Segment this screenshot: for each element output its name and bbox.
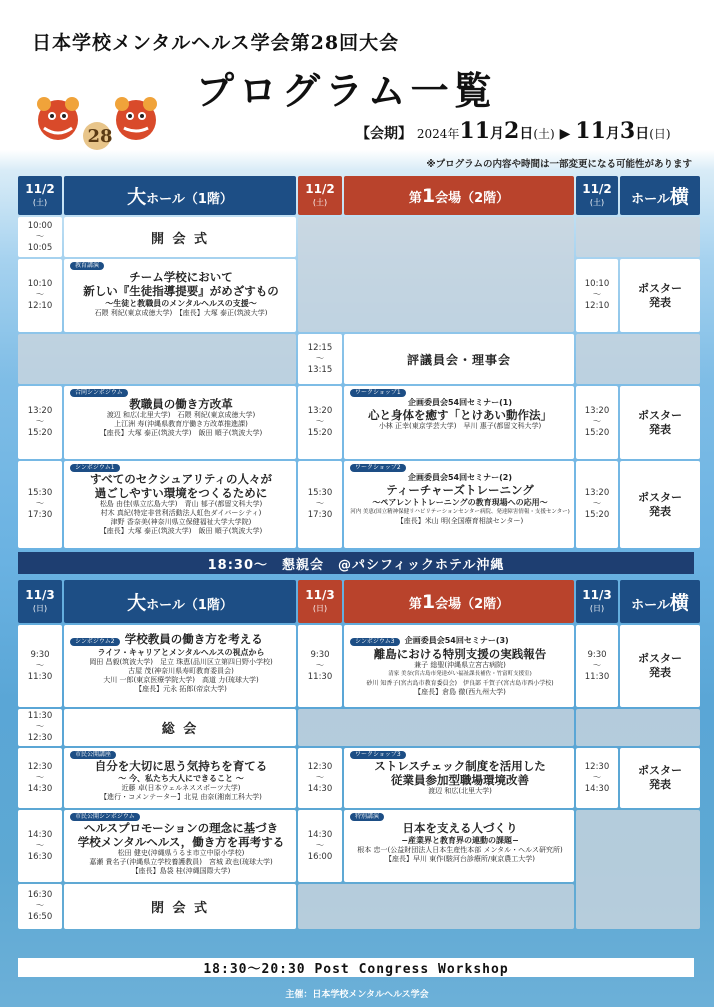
public-lecture: 市民公開講座 自分を大切に思う気持ちを育てる 〜 今、私たち大人にできること 〜 近藤 卓(日本ウェルネススポーツ大学) 【進行・コメンテーター】北見 由奈(湘南工科大学)	[64, 748, 296, 808]
conference-name: 日本学校メンタルヘルス学会第28回大会	[32, 32, 400, 54]
time-slot: 12:15 〜 13:15	[298, 334, 342, 384]
time-slot: 13:20 〜 15:20	[576, 461, 618, 548]
time-slot: 10:10 〜 12:10	[576, 259, 618, 332]
joint-symposium: 合同シンポジウム 教職員の働き方改革 渡辺 和広(北里大学) 石隈 利紀(東京成徳大学) 上江洲 寿(沖縄県教育庁働き方改革推進課) 【座長】大塚 泰正(筑波大学) 飯田 順子(筑波大学)	[64, 386, 296, 459]
time-slot: 15:30 〜 17:30	[298, 461, 342, 548]
workshop-3: ワークショップ3 ストレスチェック制度を活用した 従業員参加型職場環境改善 渡辺 和広(北里大学)	[344, 748, 574, 808]
day1-date-c: 11/2 (土)	[576, 176, 618, 215]
venue-room1: 第1会場（2階）	[344, 176, 574, 215]
time-slot: 9:30 〜 11:30	[18, 625, 62, 707]
time-slot: 13:20 〜 15:20	[298, 386, 342, 459]
time-slot: 10:10 〜 12:10	[18, 259, 62, 332]
time-slot: 9:30 〜 11:30	[298, 625, 342, 707]
opening-ceremony: 開 会 式	[64, 217, 296, 257]
workshop-1: ワークショップ1 企画委員会54回セミナー(1) 心と身体を癒す「とけあい動作法」 小林 正幸(東京学芸大学) 早川 惠子(都留文科大学)	[344, 386, 574, 459]
time-slot: 12:30 〜 14:30	[576, 748, 618, 808]
poster-session: ポスター 発表	[620, 625, 700, 707]
general-meeting: 総 会	[64, 709, 296, 746]
workshop-2: ワークショップ2 企画委員会54回セミナー(2) ティーチャーズトレーニング 〜ペアレントトレーニングの教育現場への応用〜 河内 美恵(国立精神保健リハビリテーションセンター病院、発達障害情報・支援センター) 【座長】米山 明(全国療育相談センター)	[344, 461, 574, 548]
council-meeting: 評議員会・理事会	[344, 334, 574, 384]
mascot-number: 28	[87, 126, 113, 147]
social-gathering-banner: 18:30〜 懇親会 @パシフィックホテル沖縄	[18, 552, 694, 574]
time-slot: 13:20 〜 15:20	[576, 386, 618, 459]
day1-date-a: 11/2 (土)	[18, 176, 62, 215]
time-slot: 10:00 〜 10:05	[18, 217, 62, 257]
time-slot: 14:30 〜 16:00	[298, 810, 342, 882]
venue-hall-side: ホール横	[620, 176, 700, 215]
venue-room1: 第1会場（2階）	[344, 580, 574, 623]
time-slot: 11:30 〜 12:30	[18, 709, 62, 746]
time-slot: 12:30 〜 14:30	[18, 748, 62, 808]
day2-date-c: 11/3 (日)	[576, 580, 618, 623]
time-slot: 16:30 〜 16:50	[18, 884, 62, 929]
poster-session: ポスター 発表	[620, 386, 700, 459]
special-lecture: 特別講演 日本を支える人づくり −産業界と教育界の連動の課題− 根本 忠一(公益財団法人日本生産性本部 メンタル・ヘルス研究所) 【座長】早川 東作(駿河台診療所/東京農工大学)	[344, 810, 574, 882]
day2-grid	[18, 580, 694, 929]
symposium-3: シンポジウム3 企画委員会54回セミナー(3) 離島における特別支援の実践報告 兼子 総聖(沖縄県立宮古病院) 清家 美奈(宮古島市発達がい福祉課長補佐・竹富町支援室) 砂川 知香子(宮古島市教育委員会) 伊良部 千賀子(宮古島市西小学校) 【座長】倉島 徹(西九州大学)	[344, 625, 574, 707]
symposium-2: シンポジウム2 学校教員の働き方を考える ライフ・キャリアとメンタルヘルスの視点から 岡田 昌毅(筑波大学) 足立 珠恵(品川区立第四日野小学校) 古屋 茂(神奈川県寿町教育委員会) 大川 一郎(東京医療学院大学) 高道 力(琉球大学) 【座長】元永 拓郎(帝京大学)	[64, 625, 296, 707]
public-symposium: 市民公開シンポジウム ヘルスプロモーションの理念に基づき 学校メンタルヘルス，働き方を再考する 松田 健史(沖縄県うるま市立中原小学校) 嘉瀬 貴名子(沖縄県立学校養護教員) 宮城 政也(琉球大学) 【座長】島袋 桂(沖縄国際大学)	[64, 810, 296, 882]
page-title: プログラム一覧	[196, 68, 497, 113]
time-slot: 13:20 〜 15:20	[18, 386, 62, 459]
change-notice: ※プログラムの内容や時間は一部変更になる可能性があります	[426, 159, 692, 170]
symposium-1: シンポジウム1 すべてのセクシュアリティの人々が 過ごしやすい環境をつくるために 松島 由佳(県立広島大学) 青山 郁子(都留文科大学) 村木 真紀(特定非営利活動法人虹色ダイバーシティ) 津野 香奈美(神奈川県立保健福祉大学大学院) 【座長】大塚 泰正(筑波大学) 飯田 順子(筑波大学)	[64, 461, 296, 548]
poster-session: ポスター 発表	[620, 461, 700, 548]
venue-main-hall: 大ホール（1階）	[64, 176, 296, 215]
venue-hall-side: ホール横	[620, 580, 700, 623]
time-slot: 12:30 〜 14:30	[298, 748, 342, 808]
poster-session: ポスター 発表	[620, 748, 700, 808]
time-slot: 9:30 〜 11:30	[576, 625, 618, 707]
day2-date-b: 11/3 (日)	[298, 580, 342, 623]
time-slot: 15:30 〜 17:30	[18, 461, 62, 548]
organizer-footer: 主催：日本学校メンタルヘルス学会	[285, 990, 429, 1000]
day2-date-a: 11/3 (日)	[18, 580, 62, 623]
time-slot: 14:30 〜 16:30	[18, 810, 62, 882]
conference-dates: 【会期】 2024年11月2日(土) ▶ 11月3日(日)	[356, 118, 671, 144]
day1-grid	[18, 176, 694, 548]
poster-session: ポスター 発表	[620, 259, 700, 332]
day1-date-b: 11/2 (土)	[298, 176, 342, 215]
post-congress-workshop: 18:30〜20:30 Post Congress Workshop	[18, 958, 694, 977]
venue-main-hall: 大ホール（1階）	[64, 580, 296, 623]
educational-lecture: 教育講演 チーム学校において 新しい『生徒指導提要』がめざすもの 〜生徒と教職員のメンタルヘルスの支援〜 石隈 利紀(東京成徳大学) 【座長】大塚 泰正(筑波大学)	[64, 259, 296, 332]
closing-ceremony: 閉 会 式	[64, 884, 296, 929]
